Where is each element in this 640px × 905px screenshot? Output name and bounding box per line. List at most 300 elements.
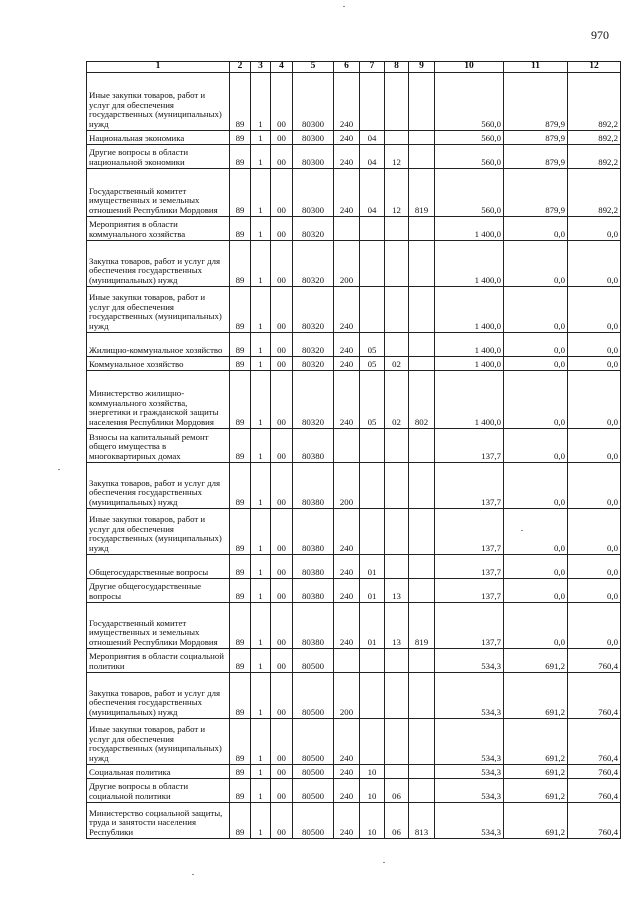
cell-col-7: 04	[360, 169, 385, 217]
cell-col-9	[409, 463, 435, 509]
cell-col-2: 89	[230, 131, 251, 145]
table-row	[87, 241, 621, 287]
table-row	[87, 463, 621, 509]
cell-col-6: 240	[334, 719, 360, 765]
cell-col-3: 1	[251, 509, 271, 555]
cell-col-4: 00	[271, 131, 293, 145]
cell-col-4: 00	[271, 579, 293, 603]
cell-col-8	[385, 333, 409, 357]
cell-col-6: 240	[334, 579, 360, 603]
row-name-cell: Государственный комитет имущественных и земельных отношений Республики Мордовия	[87, 169, 230, 217]
cell-col-2: 89	[230, 371, 251, 429]
cell-col-11: 0,0	[504, 371, 568, 429]
cell-col-5: 80320	[293, 217, 334, 241]
cell-col-9	[409, 145, 435, 169]
cell-col-4: 00	[271, 719, 293, 765]
cell-col-3: 1	[251, 673, 271, 719]
column-header-4: 4	[271, 62, 293, 73]
cell-col-9	[409, 241, 435, 287]
column-header-5: 5	[293, 62, 334, 73]
cell-col-6: 240	[334, 603, 360, 649]
row-name-cell: Министерство социальной защиты, труда и занятости населения Республики	[87, 803, 230, 839]
row-name-cell: Иные закупки товаров, работ и услуг для обеспечения государственных (муниципальных) нужд	[87, 287, 230, 333]
scan-speck	[343, 6, 345, 7]
cell-col-8	[385, 463, 409, 509]
cell-col-9	[409, 357, 435, 371]
cell-col-9	[409, 217, 435, 241]
row-name-cell: Национальная экономика	[87, 131, 230, 145]
cell-col-12: 0,0	[568, 357, 621, 371]
cell-col-5: 80380	[293, 463, 334, 509]
page-number: 970	[591, 28, 609, 42]
cell-col-9: 813	[409, 803, 435, 839]
table-row	[87, 357, 621, 371]
cell-col-11: 691,2	[504, 765, 568, 779]
cell-col-6: 240	[334, 357, 360, 371]
table-row	[87, 649, 621, 673]
table-row	[87, 333, 621, 357]
cell-col-9	[409, 719, 435, 765]
cell-col-10: 1 400,0	[435, 287, 504, 333]
cell-col-4: 00	[271, 463, 293, 509]
cell-col-10: 560,0	[435, 169, 504, 217]
cell-col-2: 89	[230, 169, 251, 217]
column-header-9: 9	[409, 62, 435, 73]
cell-col-8: 12	[385, 145, 409, 169]
cell-col-7: 04	[360, 131, 385, 145]
cell-col-7: 05	[360, 371, 385, 429]
row-name-cell: Министерство жилищно-коммунального хозяйства, энергетики и гражданской защиты населения Республики Мордовия	[87, 371, 230, 429]
cell-col-7: 01	[360, 603, 385, 649]
cell-col-12: 0,0	[568, 509, 621, 555]
cell-col-3: 1	[251, 603, 271, 649]
cell-col-7	[360, 719, 385, 765]
cell-col-2: 89	[230, 765, 251, 779]
cell-col-6: 240	[334, 73, 360, 131]
cell-col-4: 00	[271, 555, 293, 579]
cell-col-6: 240	[334, 131, 360, 145]
column-header-3: 3	[251, 62, 271, 73]
cell-col-12: 0,0	[568, 287, 621, 333]
cell-col-8: 13	[385, 603, 409, 649]
cell-col-3: 1	[251, 463, 271, 509]
cell-col-8	[385, 649, 409, 673]
cell-col-11: 0,0	[504, 287, 568, 333]
cell-col-6: 200	[334, 463, 360, 509]
cell-col-8: 02	[385, 357, 409, 371]
cell-col-10: 137,7	[435, 579, 504, 603]
cell-col-12: 760,4	[568, 719, 621, 765]
cell-col-5: 80300	[293, 131, 334, 145]
cell-col-9	[409, 73, 435, 131]
table-row	[87, 217, 621, 241]
column-header-7: 7	[360, 62, 385, 73]
cell-col-5: 80320	[293, 241, 334, 287]
cell-col-9: 819	[409, 603, 435, 649]
cell-col-9	[409, 555, 435, 579]
cell-col-11: 0,0	[504, 429, 568, 463]
cell-col-8	[385, 241, 409, 287]
cell-col-11: 691,2	[504, 673, 568, 719]
cell-col-12: 0,0	[568, 579, 621, 603]
cell-col-7	[360, 673, 385, 719]
table-row	[87, 555, 621, 579]
cell-col-11: 879,9	[504, 169, 568, 217]
cell-col-2: 89	[230, 73, 251, 131]
table-row	[87, 673, 621, 719]
cell-col-11: 691,2	[504, 719, 568, 765]
cell-col-9	[409, 649, 435, 673]
cell-col-7	[360, 463, 385, 509]
column-header-2: 2	[230, 62, 251, 73]
cell-col-7: 10	[360, 803, 385, 839]
cell-col-6: 240	[334, 509, 360, 555]
row-name-cell: Государственный комитет имущественных и земельных отношений Республики Мордовия	[87, 603, 230, 649]
table-row	[87, 169, 621, 217]
cell-col-9	[409, 673, 435, 719]
cell-col-4: 00	[271, 779, 293, 803]
column-header-8: 8	[385, 62, 409, 73]
cell-col-8	[385, 509, 409, 555]
cell-col-7: 05	[360, 333, 385, 357]
cell-col-5: 80380	[293, 509, 334, 555]
cell-col-4: 00	[271, 765, 293, 779]
cell-col-3: 1	[251, 579, 271, 603]
column-header-11: 11	[504, 62, 568, 73]
cell-col-5: 80380	[293, 429, 334, 463]
table-row	[87, 779, 621, 803]
cell-col-12: 0,0	[568, 241, 621, 287]
cell-col-6: 240	[334, 169, 360, 217]
cell-col-4: 00	[271, 509, 293, 555]
scan-speck	[383, 862, 385, 863]
cell-col-2: 89	[230, 673, 251, 719]
cell-col-3: 1	[251, 145, 271, 169]
cell-col-7: 01	[360, 579, 385, 603]
table-row	[87, 371, 621, 429]
table-row	[87, 719, 621, 765]
cell-col-4: 00	[271, 673, 293, 719]
cell-col-10: 1 400,0	[435, 241, 504, 287]
cell-col-2: 89	[230, 579, 251, 603]
cell-col-11: 0,0	[504, 579, 568, 603]
cell-col-8	[385, 287, 409, 333]
budget-table	[86, 61, 621, 839]
cell-col-11: 691,2	[504, 803, 568, 839]
cell-col-3: 1	[251, 555, 271, 579]
cell-col-2: 89	[230, 463, 251, 509]
cell-col-11: 0,0	[504, 333, 568, 357]
cell-col-6: 240	[334, 371, 360, 429]
cell-col-5: 80380	[293, 579, 334, 603]
cell-col-6: 240	[334, 145, 360, 169]
cell-col-6: 240	[334, 765, 360, 779]
cell-col-11: 879,9	[504, 145, 568, 169]
cell-col-5: 80300	[293, 169, 334, 217]
cell-col-11: 0,0	[504, 509, 568, 555]
cell-col-12: 760,4	[568, 649, 621, 673]
cell-col-3: 1	[251, 131, 271, 145]
cell-col-5: 80320	[293, 333, 334, 357]
cell-col-4: 00	[271, 371, 293, 429]
cell-col-3: 1	[251, 241, 271, 287]
cell-col-3: 1	[251, 779, 271, 803]
row-name-cell: Иные закупки товаров, работ и услуг для обеспечения государственных (муниципальных) нужд	[87, 509, 230, 555]
cell-col-7	[360, 73, 385, 131]
cell-col-3: 1	[251, 719, 271, 765]
cell-col-3: 1	[251, 371, 271, 429]
cell-col-10: 534,3	[435, 765, 504, 779]
cell-col-9	[409, 429, 435, 463]
cell-col-2: 89	[230, 357, 251, 371]
cell-col-10: 560,0	[435, 73, 504, 131]
cell-col-5: 80380	[293, 555, 334, 579]
cell-col-10: 137,7	[435, 463, 504, 509]
row-name-cell: Мероприятия в области социальной политики	[87, 649, 230, 673]
cell-col-8	[385, 429, 409, 463]
cell-col-5: 80320	[293, 287, 334, 333]
cell-col-5: 80320	[293, 371, 334, 429]
cell-col-7: 05	[360, 357, 385, 371]
cell-col-10: 560,0	[435, 145, 504, 169]
cell-col-10: 534,3	[435, 649, 504, 673]
column-header-6: 6	[334, 62, 360, 73]
cell-col-5: 80500	[293, 765, 334, 779]
cell-col-6: 240	[334, 803, 360, 839]
cell-col-9	[409, 779, 435, 803]
cell-col-9	[409, 287, 435, 333]
row-name-cell: Иные закупки товаров, работ и услуг для обеспечения государственных (муниципальных) нужд	[87, 73, 230, 131]
cell-col-6: 200	[334, 673, 360, 719]
cell-col-8: 06	[385, 803, 409, 839]
cell-col-3: 1	[251, 765, 271, 779]
cell-col-3: 1	[251, 649, 271, 673]
scan-speck	[192, 874, 194, 875]
cell-col-8: 12	[385, 169, 409, 217]
cell-col-10: 534,3	[435, 803, 504, 839]
cell-col-11: 691,2	[504, 779, 568, 803]
table-row	[87, 287, 621, 333]
cell-col-8	[385, 765, 409, 779]
cell-col-4: 00	[271, 241, 293, 287]
cell-col-2: 89	[230, 241, 251, 287]
cell-col-8	[385, 719, 409, 765]
cell-col-7: 01	[360, 555, 385, 579]
cell-col-6: 240	[334, 555, 360, 579]
row-name-cell: Жилищно-коммунальное хозяйство	[87, 333, 230, 357]
cell-col-4: 00	[271, 169, 293, 217]
cell-col-2: 89	[230, 333, 251, 357]
cell-col-9	[409, 333, 435, 357]
cell-col-4: 00	[271, 217, 293, 241]
cell-col-2: 89	[230, 555, 251, 579]
cell-col-2: 89	[230, 719, 251, 765]
cell-col-4: 00	[271, 333, 293, 357]
cell-col-6: 240	[334, 333, 360, 357]
cell-col-12: 0,0	[568, 603, 621, 649]
row-name-cell: Закупка товаров, работ и услуг для обеспечения государственных (муниципальных) нужд	[87, 241, 230, 287]
cell-col-10: 1 400,0	[435, 371, 504, 429]
cell-col-7	[360, 217, 385, 241]
cell-col-11: 0,0	[504, 217, 568, 241]
cell-col-7: 10	[360, 765, 385, 779]
row-name-cell: Социальная политика	[87, 765, 230, 779]
cell-col-10: 1 400,0	[435, 333, 504, 357]
cell-col-9: 819	[409, 169, 435, 217]
cell-col-4: 00	[271, 603, 293, 649]
cell-col-11: 879,9	[504, 131, 568, 145]
table-row	[87, 145, 621, 169]
row-name-cell: Другие общегосударственные вопросы	[87, 579, 230, 603]
cell-col-10: 137,7	[435, 555, 504, 579]
cell-col-6	[334, 649, 360, 673]
row-name-cell: Другие вопросы в области национальной экономики	[87, 145, 230, 169]
cell-col-2: 89	[230, 803, 251, 839]
cell-col-8: 02	[385, 371, 409, 429]
cell-col-8	[385, 673, 409, 719]
cell-col-5: 80500	[293, 673, 334, 719]
cell-col-2: 89	[230, 649, 251, 673]
table-row	[87, 131, 621, 145]
cell-col-10: 1 400,0	[435, 357, 504, 371]
header-row	[87, 62, 621, 73]
cell-col-5: 80300	[293, 145, 334, 169]
row-name-cell: Взносы на капитальный ремонт общего имущества в многоквартирных домах	[87, 429, 230, 463]
table-row	[87, 73, 621, 131]
cell-col-11: 0,0	[504, 357, 568, 371]
cell-col-4: 00	[271, 357, 293, 371]
cell-col-7	[360, 287, 385, 333]
cell-col-3: 1	[251, 357, 271, 371]
table-body	[87, 73, 621, 839]
cell-col-7	[360, 241, 385, 287]
cell-col-10: 560,0	[435, 131, 504, 145]
cell-col-11: 691,2	[504, 649, 568, 673]
cell-col-10: 137,7	[435, 509, 504, 555]
cell-col-3: 1	[251, 169, 271, 217]
cell-col-4: 00	[271, 649, 293, 673]
cell-col-12: 0,0	[568, 429, 621, 463]
table-row	[87, 509, 621, 555]
cell-col-11: 0,0	[504, 241, 568, 287]
row-name-cell: Другие вопросы в области социальной политики	[87, 779, 230, 803]
row-name-cell: Коммунальное хозяйство	[87, 357, 230, 371]
cell-col-12: 892,2	[568, 169, 621, 217]
cell-col-11: 0,0	[504, 603, 568, 649]
cell-col-5: 80300	[293, 73, 334, 131]
cell-col-5: 80500	[293, 649, 334, 673]
cell-col-7	[360, 649, 385, 673]
cell-col-10: 1 400,0	[435, 217, 504, 241]
cell-col-12: 760,4	[568, 673, 621, 719]
cell-col-10: 534,3	[435, 719, 504, 765]
table-header	[87, 62, 621, 73]
cell-col-4: 00	[271, 287, 293, 333]
scan-speck	[58, 469, 60, 470]
cell-col-10: 137,7	[435, 429, 504, 463]
cell-col-9: 802	[409, 371, 435, 429]
cell-col-3: 1	[251, 287, 271, 333]
cell-col-12: 760,4	[568, 765, 621, 779]
cell-col-12: 0,0	[568, 371, 621, 429]
cell-col-12: 760,4	[568, 803, 621, 839]
cell-col-12: 892,2	[568, 73, 621, 131]
cell-col-6: 240	[334, 287, 360, 333]
row-name-cell: Закупка товаров, работ и услуг для обеспечения государственных (муниципальных) нужд	[87, 673, 230, 719]
cell-col-6: 240	[334, 779, 360, 803]
cell-col-3: 1	[251, 333, 271, 357]
cell-col-4: 00	[271, 145, 293, 169]
cell-col-8	[385, 555, 409, 579]
cell-col-5: 80500	[293, 779, 334, 803]
cell-col-7	[360, 429, 385, 463]
cell-col-6: 200	[334, 241, 360, 287]
cell-col-7: 10	[360, 779, 385, 803]
cell-col-5: 80320	[293, 357, 334, 371]
cell-col-2: 89	[230, 779, 251, 803]
cell-col-4: 00	[271, 73, 293, 131]
row-name-cell: Общегосударственные вопросы	[87, 555, 230, 579]
row-name-cell: Мероприятия в области коммунального хозяйства	[87, 217, 230, 241]
cell-col-12: 760,4	[568, 779, 621, 803]
cell-col-3: 1	[251, 217, 271, 241]
cell-col-11: 879,9	[504, 73, 568, 131]
cell-col-10: 534,3	[435, 673, 504, 719]
cell-col-8	[385, 217, 409, 241]
cell-col-12: 0,0	[568, 333, 621, 357]
cell-col-9	[409, 509, 435, 555]
cell-col-8	[385, 131, 409, 145]
column-header-10: 10	[435, 62, 504, 73]
cell-col-10: 137,7	[435, 603, 504, 649]
cell-col-10: 534,3	[435, 779, 504, 803]
table-row	[87, 803, 621, 839]
cell-col-2: 89	[230, 603, 251, 649]
cell-col-6	[334, 429, 360, 463]
column-header-12: 12	[568, 62, 621, 73]
cell-col-3: 1	[251, 73, 271, 131]
cell-col-8: 13	[385, 579, 409, 603]
cell-col-2: 89	[230, 217, 251, 241]
row-name-cell: Иные закупки товаров, работ и услуг для обеспечения государственных (муниципальных) нужд	[87, 719, 230, 765]
cell-col-7	[360, 509, 385, 555]
cell-col-5: 80500	[293, 719, 334, 765]
cell-col-9	[409, 579, 435, 603]
cell-col-2: 89	[230, 287, 251, 333]
cell-col-11: 0,0	[504, 463, 568, 509]
table-row	[87, 579, 621, 603]
cell-col-11: 0,0	[504, 555, 568, 579]
cell-col-4: 00	[271, 803, 293, 839]
column-header-1: 1	[87, 62, 230, 73]
cell-col-12: 0,0	[568, 555, 621, 579]
cell-col-5: 80380	[293, 603, 334, 649]
cell-col-12: 892,2	[568, 145, 621, 169]
cell-col-6	[334, 217, 360, 241]
cell-col-7: 04	[360, 145, 385, 169]
cell-col-5: 80500	[293, 803, 334, 839]
cell-col-8: 06	[385, 779, 409, 803]
scan-speck	[521, 530, 523, 531]
cell-col-3: 1	[251, 429, 271, 463]
table-row	[87, 429, 621, 463]
cell-col-2: 89	[230, 145, 251, 169]
cell-col-12: 892,2	[568, 131, 621, 145]
cell-col-3: 1	[251, 803, 271, 839]
cell-col-2: 89	[230, 429, 251, 463]
cell-col-2: 89	[230, 509, 251, 555]
table-row	[87, 765, 621, 779]
